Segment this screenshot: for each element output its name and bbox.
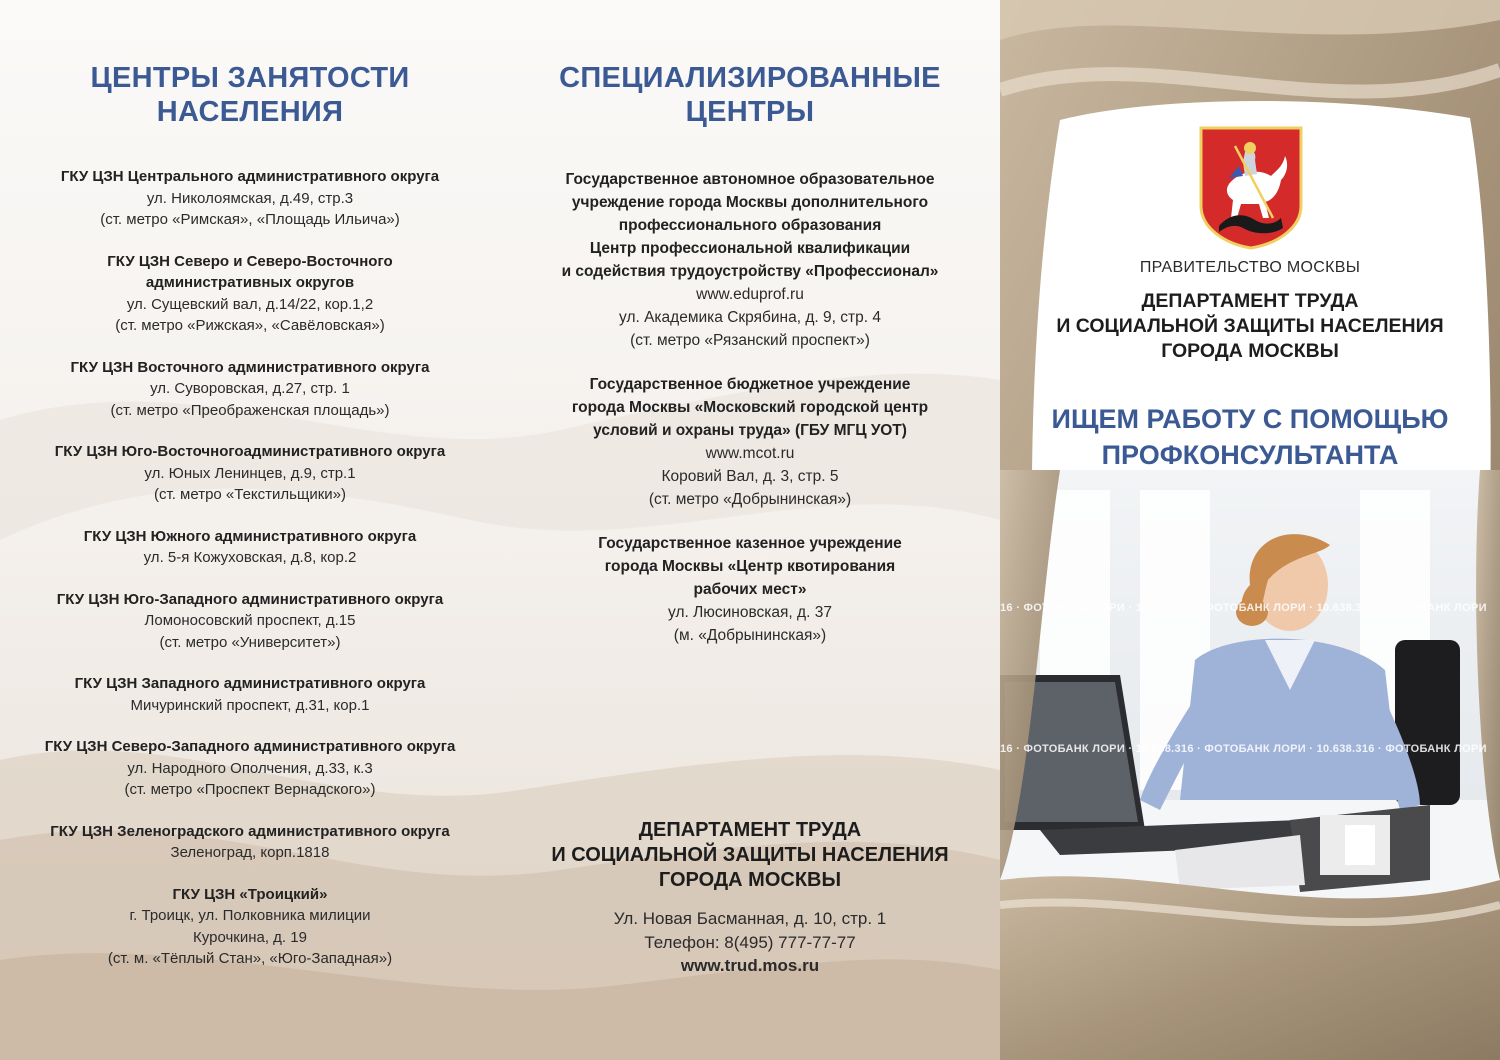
center-metro: (ст. метро «Римская», «Площадь Ильича») [100, 211, 400, 228]
center-title: ГКУ ЦЗН Западного административного округа [74, 675, 426, 692]
center-address: ул. Народного Ополчения, д.33, к.3 [127, 759, 373, 777]
specialized-center-entry [530, 373, 970, 511]
center-address: г. Троицк, ул. Полковника милиции [129, 907, 371, 924]
specialized-centers-list [530, 168, 970, 668]
center-entry [20, 821, 480, 864]
center-entry [20, 251, 480, 337]
photo-watermark: 16 · ФОТОБАНК ЛОРИ · 10.638.316 · ФОТОБАНК ЛОРИ · 10.638.316 · ФОТОБАНК ЛОРИ [1000, 602, 1487, 614]
center-title: города Москвы «Московский городской центр [571, 399, 929, 416]
center-title: города Москвы «Центр квотирования [604, 558, 896, 575]
heading-line: ЦЕНТРЫ ЗАНЯТОСТИ [90, 62, 410, 94]
heading-line: НАСЕЛЕНИЯ [156, 96, 344, 128]
center-address: ул. Юных Ленинцев, д.9, стр.1 [144, 464, 356, 482]
photo-watermark: 16 · ФОТОБАНК ЛОРИ · 10.638.316 · ФОТОБАНК ЛОРИ · 10.638.316 · ФОТОБАНК ЛОРИ [1000, 743, 1487, 755]
center-metro: (ст. метро «Текстильщики») [154, 486, 346, 503]
center-entry [20, 357, 480, 422]
center-address: Ломоносовский проспект, д.15 [144, 612, 356, 629]
center-metro: (ст. м. «Тёплый Стан», «Юго-Западная») [107, 950, 393, 967]
moscow-coat-of-arms-icon [1199, 126, 1303, 250]
department-name-line: ГОРОДА МОСКВЫ [658, 869, 842, 891]
government-label: ПРАВИТЕЛЬСТВО МОСКВЫ [1139, 259, 1361, 276]
center-address: ул. 5-я Кожуховская, д.8, кор.2 [143, 549, 357, 566]
center-website: www.eduprof.ru [696, 286, 804, 303]
center-address: ул. Суворовская, д.27, стр. 1 [150, 380, 350, 397]
center-address: ул. Академика Скрябина, д. 9, стр. 4 [619, 309, 881, 326]
center-metro: (ст. метро «Рязанский проспект») [630, 332, 870, 349]
specialized-center-entry [530, 168, 970, 352]
department-name [520, 818, 980, 893]
department-title-line: ГОРОДА МОСКВЫ [1161, 340, 1339, 362]
center-entry [20, 589, 480, 654]
center-title: ГКУ ЦЗН Южного административного округа [83, 527, 417, 545]
center-address: ул. Николоямская, д.49, стр.3 [146, 189, 354, 207]
center-title: ГКУ ЦЗН Юго-Восточногоадминистративного округа [54, 443, 446, 460]
brochure-title-line: ПРОФКОНСУЛЬТАНТА [1101, 440, 1399, 470]
center-title: профессионального образования [618, 217, 882, 234]
center-title: ГКУ ЦЗН «Троицкий» [172, 885, 328, 903]
center-title: и содействия трудоустройству «Профессионал» [561, 263, 939, 280]
center-entry [20, 526, 480, 569]
center-title: административных округов [145, 274, 355, 291]
center-address: Зеленоград, корп.1818 [170, 844, 330, 861]
brochure-title [1000, 401, 1500, 473]
department-contacts [520, 818, 980, 978]
office-photo [1000, 470, 1500, 910]
center-metro: (м. «Добрынинская») [673, 627, 827, 644]
department-name-line: ДЕПАРТАМЕНТ ТРУДА [638, 819, 862, 841]
center-title: ГКУ ЦЗН Северо-Западного административного округа [44, 738, 456, 755]
heading-line: СПЕЦИАЛИЗИРОВАННЫЕ [559, 62, 941, 94]
department-title-line: И СОЦИАЛЬНОЙ ЗАЩИТЫ НАСЕЛЕНИЯ [1056, 315, 1444, 337]
specialized-center-entry [530, 532, 970, 647]
center-address: ул. Сущевский вал, д.14/22, кор.1,2 [126, 295, 374, 313]
cover-panel [1000, 0, 1500, 1060]
department-title-line: ДЕПАРТАМЕНТ ТРУДА [1141, 290, 1359, 312]
center-title: Государственное автономное образовательное [565, 171, 935, 188]
contact-block [520, 907, 980, 978]
center-website: www.mcot.ru [705, 445, 795, 462]
department-website-link[interactable]: www.trud.mos.ru [680, 956, 820, 975]
center-title: ГКУ ЦЗН Северо и Северо-Восточного [107, 252, 393, 270]
center-title: ГКУ ЦЗН Юго-Западного административного округа [56, 590, 444, 608]
center-title: ГКУ ЦЗН Центрального административного округа [60, 168, 440, 185]
center-address: ул. Люсиновская, д. 37 [668, 604, 832, 621]
employment-centers-list [20, 166, 480, 990]
specialized-centers-column [500, 0, 1000, 1060]
center-metro: (ст. метро «Рижская», «Савёловская») [115, 317, 385, 334]
center-entry [20, 166, 480, 231]
department-phone: Телефон: 8(495) 777-77-77 [644, 932, 856, 952]
center-address: Коровий Вал, д. 3, стр. 5 [661, 468, 839, 485]
heading-line: ЦЕНТРЫ [685, 96, 815, 128]
center-entry [20, 736, 480, 801]
center-address: Курочкина, д. 19 [193, 928, 307, 946]
center-metro: (ст. метро «Преображенская площадь») [110, 401, 390, 419]
center-title: ГКУ ЦЗН Восточного административного округа [70, 358, 430, 376]
employment-centers-column [0, 0, 500, 1060]
employment-centers-heading [0, 61, 500, 129]
center-title: условий и охраны труда» (ГБУ МГЦ УОТ) [593, 422, 907, 439]
center-title: ГКУ ЦЗН Зеленоградского административного округа [50, 822, 450, 840]
center-title: Государственное бюджетное учреждение [589, 376, 911, 393]
center-title: учреждение города Москвы дополнительного [571, 194, 929, 211]
brochure-title-line: ИЩЕМ РАБОТУ С ПОМОЩЬЮ [1051, 404, 1449, 434]
department-address: Ул. Новая Басманная, д. 10, стр. 1 [613, 909, 887, 928]
specialized-centers-heading [500, 61, 1000, 129]
center-metro: (ст. метро «Добрынинская») [648, 491, 852, 508]
center-title: рабочих мест» [693, 581, 807, 598]
center-title: Государственное казенное учреждение [598, 535, 902, 552]
center-address: Мичуринский проспект, д.31, кор.1 [130, 696, 370, 714]
center-metro: (ст. метро «Проспект Вернадского») [124, 781, 376, 798]
center-entry [20, 673, 480, 716]
center-title: Центр профессиональной квалификации [589, 240, 911, 257]
department-name-line: И СОЦИАЛЬНОЙ ЗАЩИТЫ НАСЕЛЕНИЯ [551, 844, 949, 866]
center-entry [20, 884, 480, 970]
department-title [1000, 289, 1500, 364]
center-entry [20, 441, 480, 506]
center-metro: (ст. метро «Университет») [159, 633, 341, 651]
